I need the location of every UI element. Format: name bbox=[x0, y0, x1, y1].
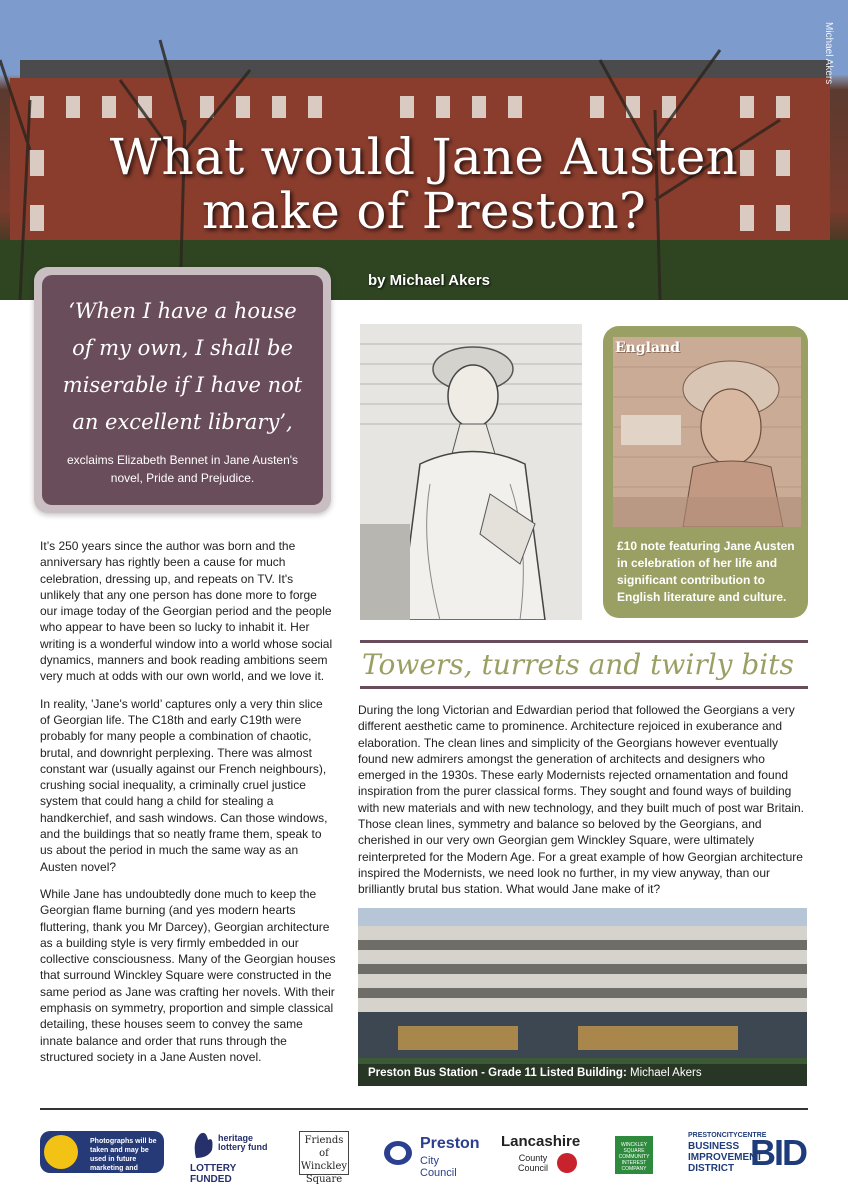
ten-pound-note bbox=[613, 337, 801, 527]
lancashire-text: Lancashire bbox=[501, 1133, 581, 1150]
quote-attribution: exclaims Elizabeth Bennet in Jane Austen's novel, Pride and Prejudice. bbox=[66, 453, 299, 485]
banknote-image bbox=[613, 337, 801, 527]
preston-text: Preston bbox=[420, 1135, 480, 1152]
bid-name-text: BUSINESS IMPROVEMENT DISTRICT bbox=[688, 1141, 763, 1174]
photo-notice-text: Photographs will be taken and may be used in future marketing and publications unless you ask us not to. bbox=[90, 1138, 157, 1190]
section-divider-top bbox=[360, 640, 808, 643]
lancashire-county-council-logo bbox=[501, 1133, 591, 1177]
bus-station-image bbox=[358, 908, 807, 1086]
lottery-crossed-fingers-icon bbox=[190, 1130, 216, 1160]
banknote-label: England bbox=[615, 340, 680, 356]
photo-notice-logo bbox=[40, 1131, 164, 1190]
lottery-funded-text: LOTTERY FUNDED bbox=[190, 1163, 237, 1185]
banknote-caption: £10 note featuring Jane Austen in celebration of her life and significant contribution to English literature and culture. bbox=[617, 539, 795, 604]
section-body: During the long Victorian and Edwardian period that followed the Georgians a very different aesthetic came to prominence. Architecture rejoiced in exuberance and elaboration. The clean lines and simplicity of the Georgians however eventually found new admirers amongst the generation of architects and designers who emerged in the 1930s. These early Modernists rejected ornamentation and found inspiration from the purer classical forms. They sought and found ways of building with new materials and with new technology, and they built much of post war Britain. Those clean lines, symmetry and balance so beloved by the Georgians, and cherished in our very own Georgian gem Winckley Square, were ultimately reinterpreted for the Modern Age. For a great example of how Georgian architecture inspired the Modernists, we need look no further, in my view anyway, than our brilliantly brutal bus station. What would Jane make of it? bbox=[358, 703, 805, 897]
heritage-text: heritage lottery fund bbox=[218, 1133, 268, 1152]
winckley-square-cic-logo: WINCKLEY SQUARE COMMUNITY INTEREST COMPANY bbox=[615, 1136, 653, 1174]
city-council-text: City Council bbox=[420, 1155, 457, 1179]
hero-image bbox=[0, 0, 848, 300]
preston-lamb-crest-icon bbox=[380, 1133, 416, 1169]
page-title bbox=[0, 130, 848, 238]
quote-text: ‘When I have a house of my own, I shall be miserable if I have not an excellent library’, bbox=[62, 299, 303, 434]
bus-station-photo bbox=[358, 908, 807, 1086]
photo-credit: Michael Akers bbox=[823, 22, 834, 85]
jane-austen-portrait bbox=[360, 324, 582, 620]
paragraph: In reality, 'Jane's world’ captures only a very thin slice of Georgian life. The C18th and early C19th were probably for many people a combination of chaotic, brutal, and downright perplexing. There was almost constant war (usually against our French neighbours), crushing social inequality, a criminally cruel justice system that could hang a child for stealing a handkerchief, and sash windows. Can those windows, and the buildings that so neatly frame them, speak to us about the period in much the same way as an Austen novel? bbox=[40, 696, 328, 874]
portrait-engraving bbox=[360, 324, 582, 620]
preston-city-council-logo bbox=[380, 1131, 480, 1179]
title-line-1: What would Jane Austen bbox=[109, 128, 739, 186]
bid-letters: BID bbox=[750, 1132, 806, 1173]
red-rose-icon bbox=[557, 1153, 577, 1173]
county-council-text: County Council bbox=[517, 1153, 548, 1173]
caption-credit: Michael Akers bbox=[626, 1067, 702, 1079]
friends-of-winckley-logo: Friends of Winckley Square bbox=[299, 1131, 349, 1175]
footer-divider bbox=[40, 1108, 808, 1110]
section-divider-bottom bbox=[360, 686, 808, 689]
left-column bbox=[40, 538, 336, 1076]
title-line-2: make of Preston? bbox=[201, 182, 647, 240]
paragraph: While Jane has undoubtedly done much to keep the Georgian flame burning (and yes modern hearts fluttering, thank you Mr Darcey), Georgian architecture as a building style is very firmly embedded in our collective consciousness. Many of the Georgian houses that surround Winckley Square were constructed in the same period as Jane was crafting her novels. With their emphasis on symmetry, proportion and simple classical detailing, these houses seem to convey the same innate balance and order that runs through the structured society in a Jane Austen novel. bbox=[40, 886, 336, 1064]
quote-box bbox=[42, 275, 323, 505]
heritage-lottery-logo bbox=[190, 1128, 268, 1185]
section-heading: Towers, turrets and twirly bits bbox=[362, 648, 794, 681]
byline: by Michael Akers bbox=[368, 272, 490, 289]
camera-icon bbox=[44, 1135, 78, 1169]
bus-station-caption bbox=[358, 1064, 807, 1086]
bid-top-text: PRESTONCITYCENTRE bbox=[688, 1132, 767, 1139]
preston-bid-logo bbox=[688, 1132, 808, 1178]
caption-title: Preston Bus Station - Grade 11 Listed Building: bbox=[368, 1067, 627, 1079]
paragraph: It’s 250 years since the author was born and the anniversary has rightly been a cause for much celebration, dressing up, and repeats on TV. It's unlikely that any one person has done more to forge our image today of the Georgian period and the people who appear to have been so lucky to inhabit it. Her writing is a wonderful window into a world whose social dynamics, manners and book reading ambitions seem very much at odds with our own world, and we love it. bbox=[40, 539, 333, 684]
